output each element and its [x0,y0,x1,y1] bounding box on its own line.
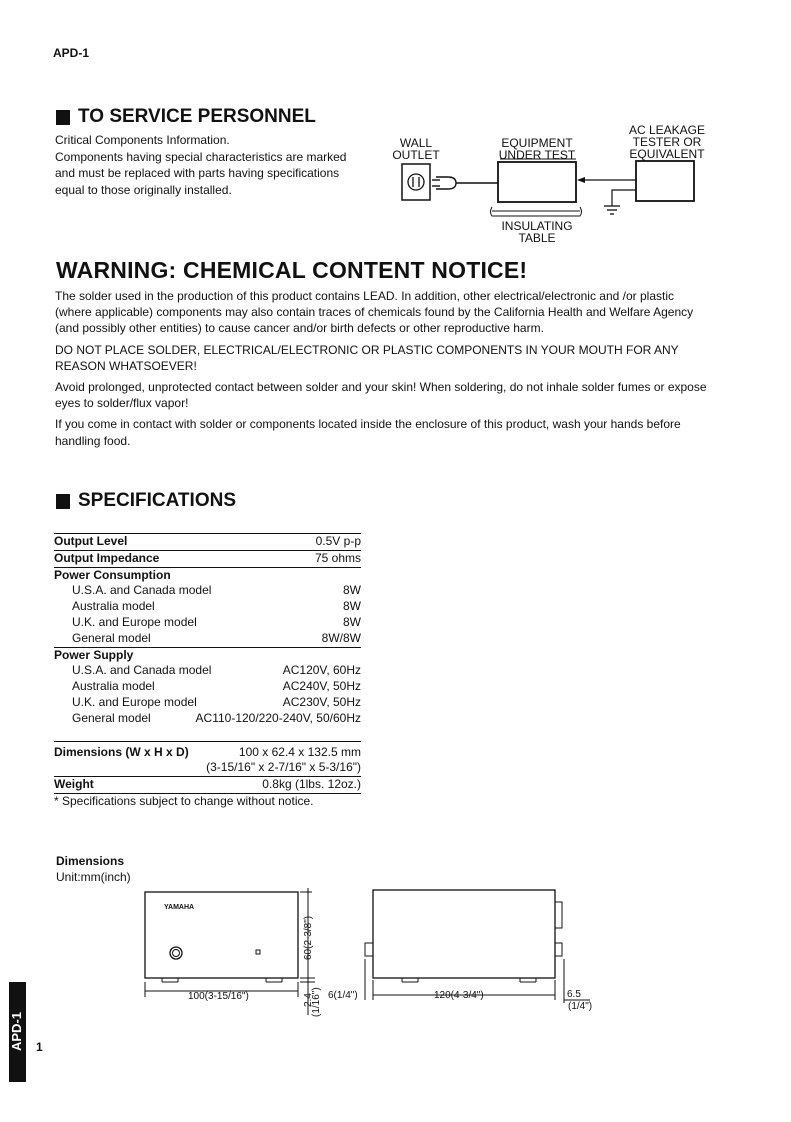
service-section-title [56,106,316,128]
warning-paragraph: DO NOT PLACE SOLDER, ELECTRICAL/ELECTRONIC OR PLASTIC COMPONENTS IN YOUR MOUTH FOR ANY REASON WHATSOEVER! [55,342,679,373]
equivalent-label: EQUIVALENT [629,147,705,161]
front-dim-label: 6(1/4") [328,990,358,1001]
width-dim-label: 100(3-15/16") [188,991,249,1002]
tester-label: TESTER OR [632,135,702,149]
spec-table [54,533,361,810]
dimensions-title: Dimensions [56,854,125,868]
spec-row: Australia model 8W [72,599,361,614]
equipment-box [498,162,576,202]
outlet-label: OUTLET [392,148,440,162]
service-text [55,132,375,198]
spec-row-output-impedance: Output Impedance 75 ohms [54,550,361,565]
dimensions-unit: Unit:mm(inch) [56,870,131,884]
equipment-label: EQUIPMENT [501,136,573,150]
insulating-label: INSULATING [501,219,573,233]
bullet-square-icon [56,494,70,509]
ac-leakage-label: AC LEAKAGE [628,123,706,137]
spec-row: U.K. and Europe model AC230V, 50Hz [72,694,361,709]
rear-dim-label: 6.5 [567,989,581,1000]
spec-row: U.S.A. and Canada model 8W [72,583,361,598]
spec-row: General model 8W/8W [72,630,361,645]
service-line: and must be replaced with parts having specifications [55,166,340,180]
wall-outlet-icon [402,164,430,200]
spec-row: U.S.A. and Canada model AC120V, 60Hz [72,663,361,678]
warning-paragraph: The solder used in the production of this product contains LEAD. In addition, other electrical/electronic and /or plastic (where applicable) components may also contain traces of chemicals found by the California Health and Welfare Agency (and possibly other entities) to cause cancer and/or birth defects or other reproductive harm. [55,289,694,336]
height-dim-label: 60(2-3/8") [303,915,314,960]
foot-inch-label: (1/16") [311,987,322,1017]
spec-row: Australia model AC240V, 50Hz [72,679,361,694]
spec-row-dimensions: Dimensions (W x H x D) 100 x 62.4 x 132.5 mm [54,744,361,759]
model-header: APD-1 [53,46,90,60]
table-label: TABLE [518,231,556,245]
power-knob-icon [170,947,182,959]
under-test-label: UNDER TEST [498,148,576,162]
spec-row-weight: Weight 0.8kg (1lbs. 12oz.) [54,777,361,792]
dimensions-drawing [140,885,610,1025]
side-tab-label: APD-1 [9,1011,25,1052]
warning-body [55,288,711,449]
warning-title: WARNING: CHEMICAL CONTENT NOTICE! [56,257,528,283]
spec-row-power-supply: Power Supply [54,647,134,662]
tester-box [636,161,694,201]
spec-row-dimensions-inch: (3-15/16" x 2-7/16" x 5-3/16") [206,760,361,775]
service-line: Components having special characteristics are marked [55,149,347,164]
yamaha-logo: YAMAHA [164,904,195,911]
foot-dim-label: 2.4 [303,993,314,1007]
warning-paragraph: Avoid prolonged, unprotected contact between solder and your skin! When soldering, do not inhale solder fumes or expose eyes to solder/flux vapor! [55,380,707,411]
spec-row: General model AC110-120/220-240V, 50/60Hz [72,710,361,725]
rear-inch-label: (1/4") [568,1001,593,1012]
spec-row-power-consumption: Power Consumption [54,567,171,582]
spec-note: * Specifications subject to change without notice. [54,793,314,808]
plug-icon [436,177,456,189]
warning-paragraph: If you come in contact with solder or components located inside the enclosure of this product, wash your hands before handling food. [55,417,681,448]
specs-title-text: SPECIFICATIONS [78,490,236,511]
specs-section-title [56,490,236,512]
spec-row: U.K. and Europe model 8W [72,614,361,629]
wall-label: WALL [399,136,433,150]
service-title-text: TO SERVICE PERSONNEL [78,106,316,127]
depth-dim-label: 120(4-3/4") [434,990,484,1001]
side-tab [9,982,26,1082]
bullet-square-icon [56,110,70,125]
indicator-icon [256,950,260,954]
spec-row-output-level: Output Level 0.5V p-p [54,534,361,548]
side-view-outline [373,890,555,978]
service-line: equal to those originally installed. [55,182,232,197]
page-number: 1 [36,1040,43,1054]
service-line: Critical Components Information. [55,133,230,147]
leakage-test-diagram [380,118,720,248]
